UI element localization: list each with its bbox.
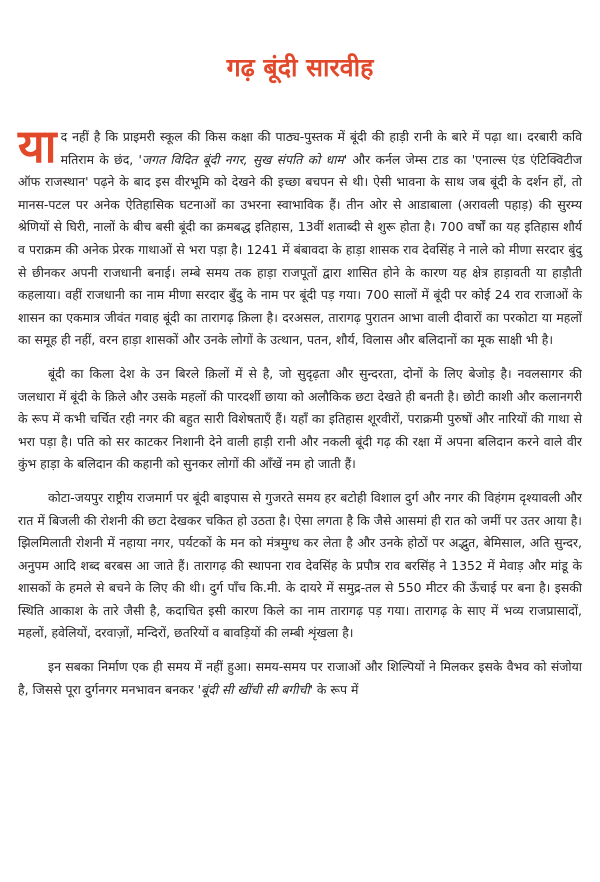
paragraph-4-text-a: इन सबका निर्माण एक ही समय में नहीं हुआ। समय-समय पर राजाओं और शिल्पियों ने मिलकर इसके वैभव को संजोया है, जिससे पूरा दुर्गनगर मनभावन बनकर [18,659,582,697]
page-title: गढ़ बूंदी सारवीह [226,53,374,82]
article-body [18,119,583,712]
paragraph-2: बूंदी का किला देश के उन बिरले क़िलों में से है, जो सुदृढ़ता और सुन्दरता, दोनों के लिए बेजोड़ है। नवलसागर की जलधारा में बूंदी के क़िले और उसके महलों की पारदर्शी छाया को अलौकिक छटा देखते ही बनती है। छोटी काशी और कलानगरी के रूप में कभी चर्चित रही नगर की बहुत सारी विशेषताएँ हैं। यहाँ का इतिहास शूरवीरों, पराक्रमी पुरुषों और नारियों की गाथा से भरा पड़ा है। पति को सर काटकर निशानी देने वाली हाड़ी रानी और नकली बूंदी गढ़ की रक्षा में अपना बलिदान करने वाले वीर कुंभ हाड़ा के बलिदान की कहानी को सुनकर लोगों की आँखें नम हो जाती हैं। [18,365,582,472]
drop-cap: या [18,119,57,173]
paragraph-1-quote: 'जगत विदित बूंदी नगर, सुख संपति को धाम' [138,151,348,167]
paragraph-4-text-b: के रूप में [312,681,359,697]
paragraph-1 [18,119,583,352]
paragraph-1-text-a: द नहीं है कि प्राइमरी स्कूल की किस कक्षा की पाठ्य-पुस्तक में बूंदी की हाड़ी रानी के बारे में पढ़ा था। दरबारी कवि मतिराम के छंद, [60,129,582,167]
paragraph-4-quote: 'बूंदी सी खींची सी बगीची' [197,681,313,697]
paragraph-3: कोटा-जयपुर राष्ट्रीय राजमार्ग पर बूंदी बाइपास से गुजरते समय हर बटोही विशाल दुर्ग और नगर की विहंगम दृश्यावली और रात में बिजली की रोशनी की छटा देखकर चकित हो उठता है। ऐसा लगता है कि जैसे आसमां ही रात को जमीं पर उतर आया है। झिलमिलाती रोशनी में नहाया नगर, पर्यटकों के मन को मंत्रमुग्ध कर लेता है और उनके होठों पर अद्भुत, बेमिसाल, अति सुन्दर, अनुपम आदि शब्द बरबस आ जाते हैं। तारागढ़ की स्थापना राव देवसिंह के प्रपौत्र राव बरसिंह ने 1352 में मेवाड़ और मांडू के शासकों के हमले से बचने के लिए की थी। दुर्ग पाँच कि.मी. के दायरे में समुद्र-तल से 550 मीटर की ऊँचाई पर बना है। इसकी स्थिति आकाश के तारे जैसी है, कदाचित इसी कारण किले का नाम तारागढ़ पड़ गया। तारागढ़ के साए में भव्य राजप्रासादों, महलों, हवेलियों, दरवाज़ों, मन्दिरों, छतरियों व बावड़ियों की लम्बी शृंखला है। [18,489,582,641]
paragraph-4 [18,656,582,701]
paragraph-1-text-b: और कर्नल जेम्स टाड का 'एनाल्स एंड एंटिक्विटीज ऑफ राजस्थान' पढ़ने के बाद इस वीरभूमि को देखने की इच्छा बचपन से थी। ऐसी भावना के साथ जब बूंदी के दर्शन हों, तो मानस-पटल पर अनेक ऐतिहासिक घटनाओं का उभरना स्वाभाविक हैं। तीन ओर से आडाबाला (अरावली पहाड़) की सुरम्य श्रेणियों से घिरी, नालों के बीच बसी बूंदी का क्रमबद्ध इतिहास, 13वीं शताब्दी से शुरू होता है। 700 वर्षों का यह इतिहास शौर्य व पराक्रम की अनेक प्रेरक गाथाओं से भरा पड़ा है। 1241 में बंबावदा के हाड़ा शासक राव देवसिंह ने नाले को मीणा सरदार बुंदु से छीनकर अपनी राजधानी बनाई। लम्बे समय तक हाड़ा राजपूतों द्वारा शासित होने के कारण यह क्षेत्र हाड़ावती या हाड़ौती कहलाया। वहीं राजधानी का नाम मीणा सरदार बुँदु के नाम पर बूंदी पड़ गया। 700 सालों में बूंदी पर कोई 24 राव राजाओं के शासन का एकमात्र जीवंत गवाह बूंदी का तारागढ़ क़िला है। दरअसल, तारागढ़ पुरातन आभा वाली दीवारों का परकोटा या महलों का समूह ही नहीं, वरन हाड़ा शासकों और उनके लोगों के उत्थान, पतन, शौर्य, विलास और बलिदानों का मूक साक्षी भी है। [18,151,583,348]
